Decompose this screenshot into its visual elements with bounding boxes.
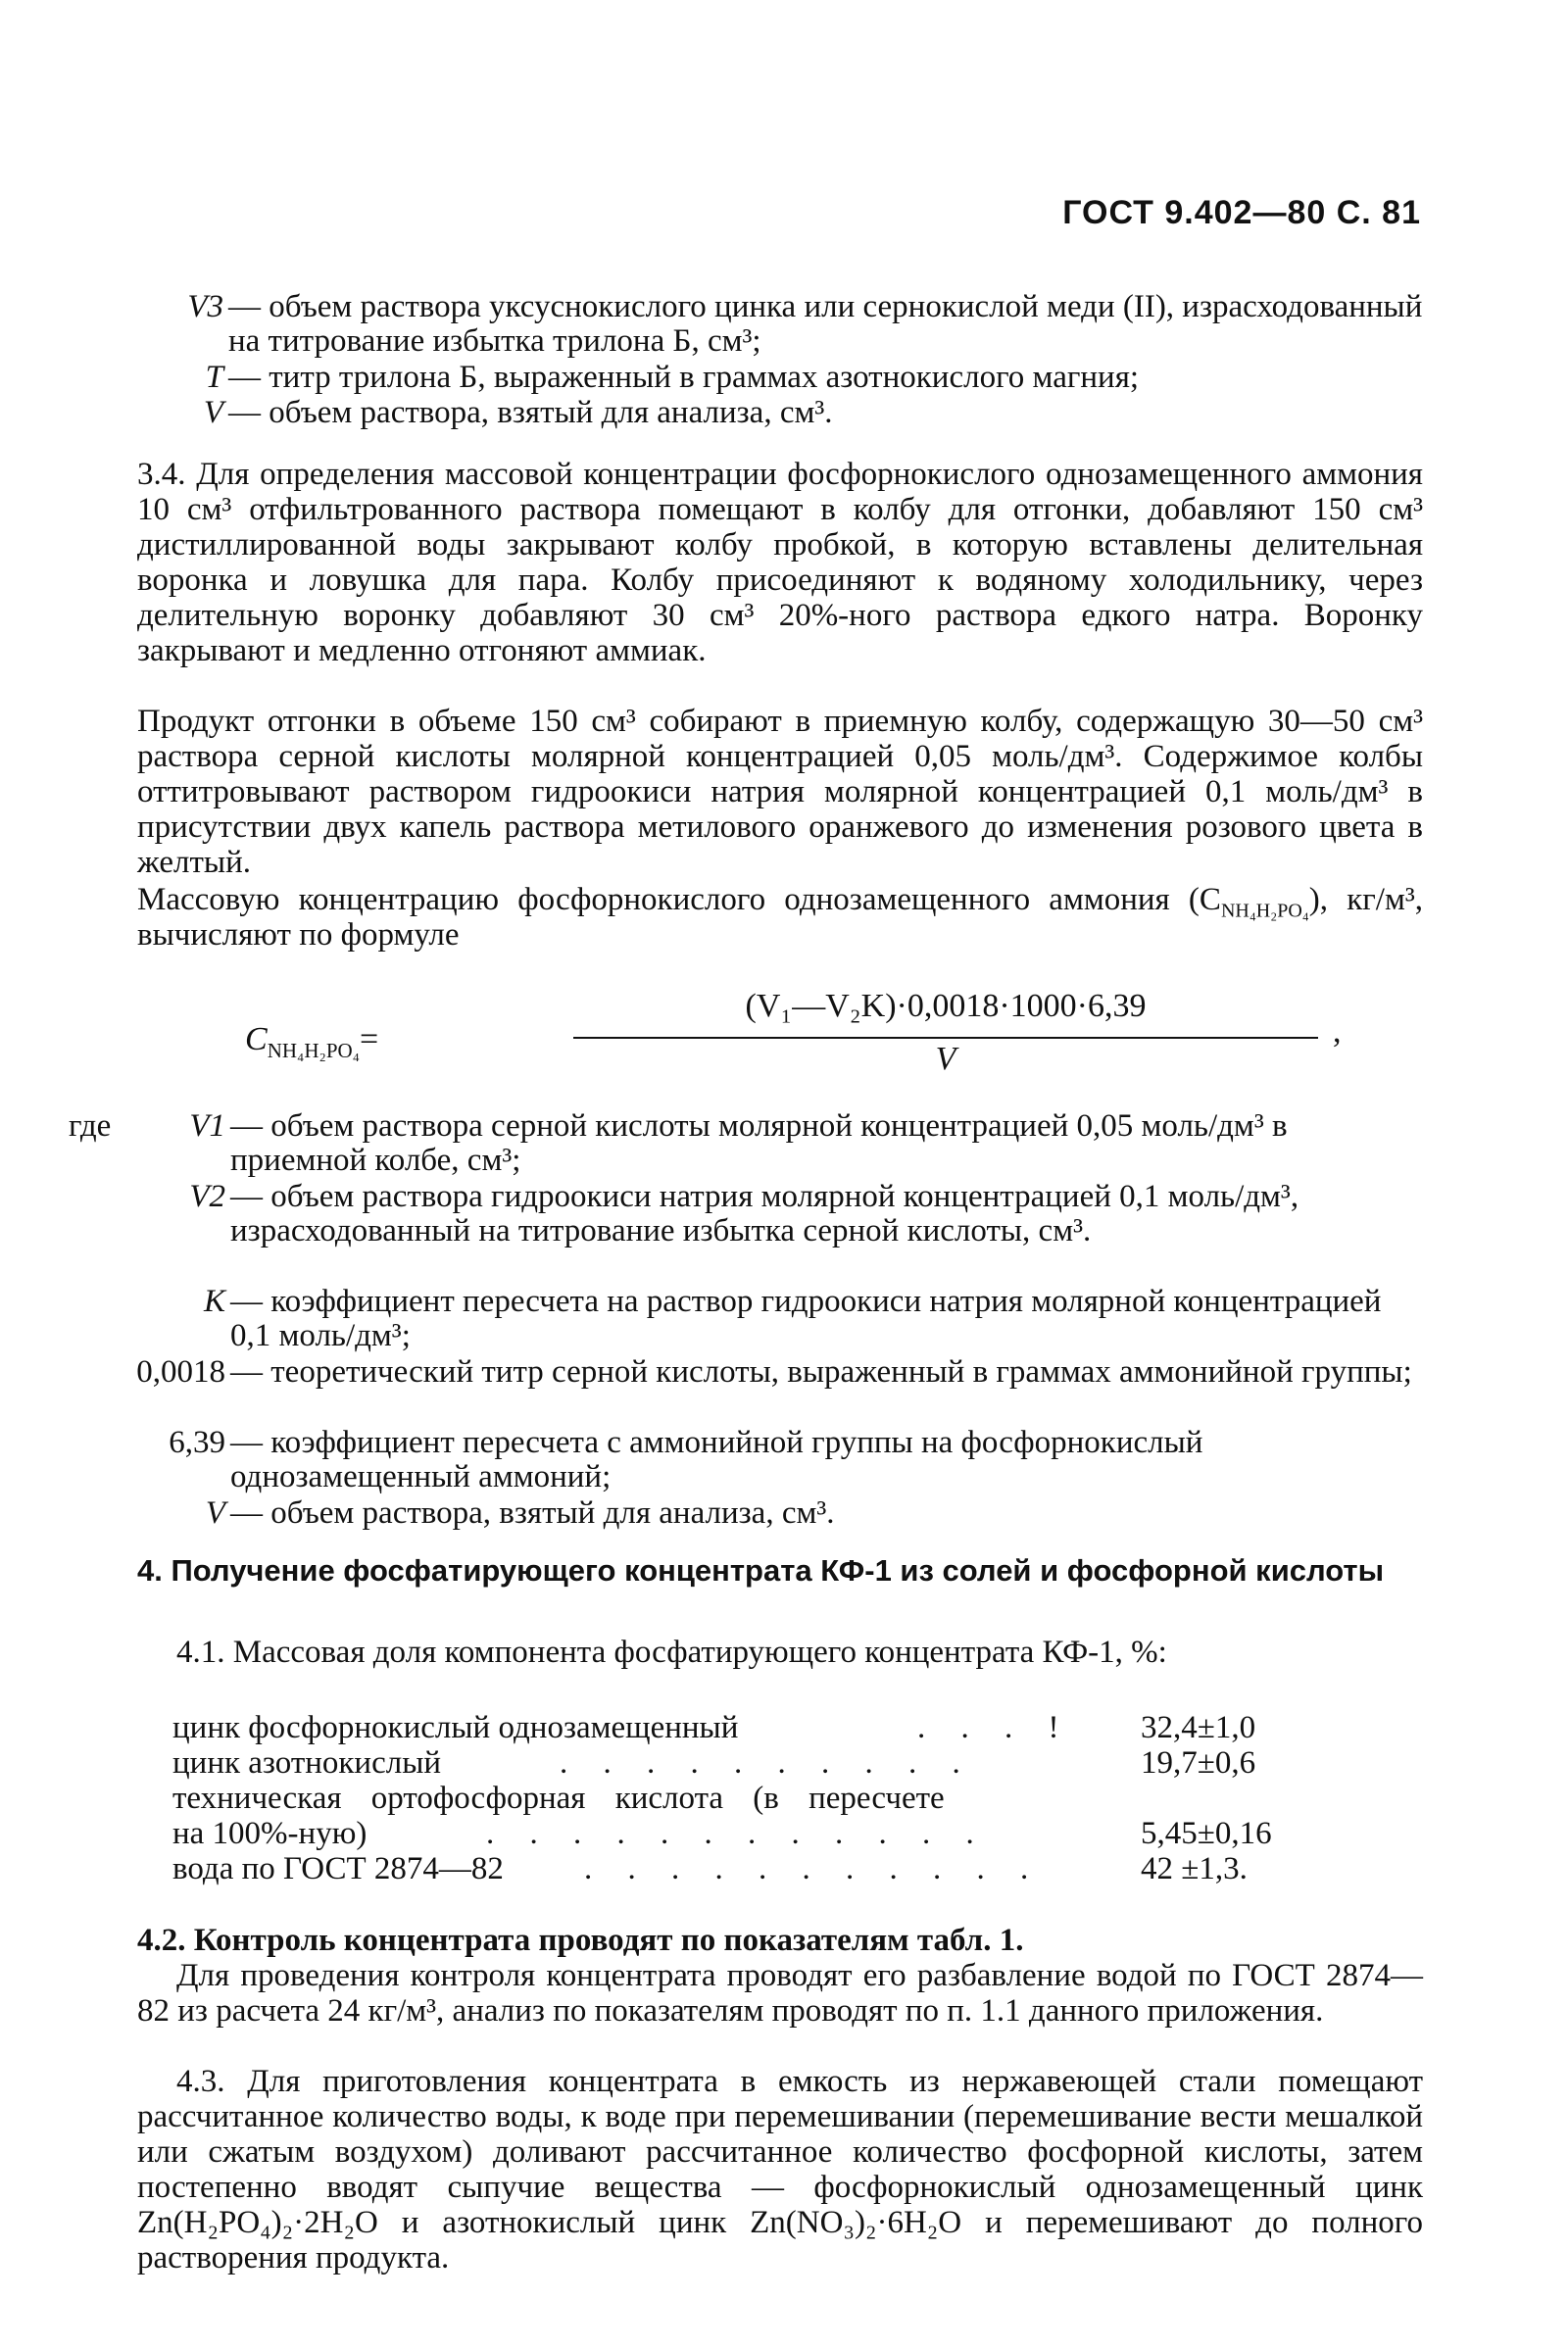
paragraph-3-4 xyxy=(137,457,1423,668)
legend-symbol: K xyxy=(203,1284,225,1319)
component-name: цинк азотнокислый xyxy=(172,1745,442,1781)
paragraph-4-3 xyxy=(137,2064,1423,2276)
component-value: 32,4±1,0 xyxy=(1141,1710,1256,1745)
paragraph-text-end: ), кг/м³, вычисляют по формуле xyxy=(137,882,1423,953)
legend-text: коэффициент пересчета на раствор гидроокиси натрия молярной концентрацией 0,1 моль/дм³; xyxy=(230,1284,1382,1353)
legend-symbol: V xyxy=(203,395,223,430)
paragraph-text: Продукт отгонки в объеме 150 см³ собирают в приемную колбу, содержащую 30—50 см³ раствора серной кислоты молярной концентрацией 0,05 моль/дм³. Содержимое колбы оттитровывают раствором гидроокиси натрия молярной концентрацией 0,1 моль/дм³ в присутствии двух капель раствора метилового оранжевого до изменения розового цвета в желтый. xyxy=(137,704,1423,880)
legend-top xyxy=(137,290,1423,431)
legend-symbol: T xyxy=(205,360,223,395)
legend-sep: — xyxy=(228,360,261,395)
formula-numerator: (V₁—V₂K)·0,0018·1000·6,39 xyxy=(745,988,1147,1024)
leader-dots: . . . . . . . . . . xyxy=(560,1745,974,1781)
formula-comma: , xyxy=(1333,1013,1342,1050)
paragraph-text: Массовую концентрацию фосфорнокислого однозамещенного аммония (C xyxy=(137,882,1221,917)
legend-sep: — xyxy=(230,1108,263,1144)
legend-item xyxy=(69,1285,1423,1355)
legend-text: теоретический титр серной кислоты, выраженный в граммах аммонийной группы; xyxy=(270,1354,1412,1390)
legend-text: объем раствора, взятый для анализа, см³. xyxy=(270,1495,835,1531)
legend-symbol: 0,0018 xyxy=(136,1354,225,1390)
legend-text: объем раствора серной кислоты молярной концентрацией 0,05 моль/дм³ в приемной колбе, см³; xyxy=(230,1108,1288,1178)
legend-symbol: V xyxy=(205,1495,225,1531)
section-4-title: 4. Получение фосфатирующего концентрата КФ-1 из солей и фосфорной кислоты xyxy=(137,1553,1385,1588)
legend-bottom xyxy=(69,1109,1423,1532)
component-name: цинк фосфорнокислый однозамещенный xyxy=(172,1710,739,1745)
formula-lhs: $C_{NH_4H_2PO_4}=$ xyxy=(245,1021,379,1062)
paragraph-product xyxy=(137,704,1423,880)
paragraph-4-1 xyxy=(137,1635,1423,1670)
legend-item xyxy=(69,1496,1423,1532)
legend-text: коэффициент пересчета с аммонийной группы на фосфорнокислый однозамещенный аммоний; xyxy=(230,1425,1203,1494)
leader-dots: . . . . . . . . . . . xyxy=(584,1851,1043,1886)
legend-symbol: 6,39 xyxy=(169,1425,225,1460)
legend-item xyxy=(137,290,1423,361)
paragraph-text: 4.3. Для приготовления концентрата в емкость из нержавеющей стали помещают рассчитанное количество воды, к воде при перемешивании (перемешивание вести мешалкой или сжатым воздухом) доливают рассчитанное количество фосфорной кислоты, затем постепенно вводят сыпучие вещества — фосфорнокислый однозамещенный цинк Zn(H₂PO₄)₂·2H₂O и азотнокислый цинк Zn(NO₃)₂·6H₂O и перемешивают до полного растворения продукта. xyxy=(137,2064,1423,2276)
component-name: на 100%-ную) xyxy=(172,1816,368,1851)
paragraph-text: 4.1. Массовая доля компонента фосфатирующего концентрата КФ-1, %: xyxy=(176,1635,1167,1670)
legend-sep: — xyxy=(230,1495,263,1531)
legend-item xyxy=(69,1355,1423,1426)
paragraph-text: Для проведения контроля концентрата проводят его разбавление водой по ГОСТ 2874—82 из расчета 24 кг/м³, анализ по показателям проводят по п. 1.1 данного приложения. xyxy=(137,1958,1423,2029)
component-value: 5,45±0,16 xyxy=(1141,1816,1272,1851)
component-value: 19,7±0,6 xyxy=(1141,1745,1256,1781)
formula-lhs-subscript: NH₄H₂PO₄ xyxy=(267,1038,360,1062)
legend-item xyxy=(137,396,1423,431)
component-name: техническая ортофосфорная кислота (в пересчете xyxy=(172,1781,945,1816)
legend-text: титр трилона Б, выраженный в граммах азотнокислого магния; xyxy=(269,360,1140,395)
fraction-bar xyxy=(573,1037,1318,1039)
paragraph-4-2-title: 4.2. Контроль концентрата проводят по показателям табл. 1. xyxy=(137,1923,1024,1958)
formula-denominator: V xyxy=(935,1041,956,1077)
formula xyxy=(216,988,1342,1096)
formula-subscript: NH₄H₂PO₄ xyxy=(1220,900,1309,922)
legend-symbol: V1 xyxy=(189,1108,225,1144)
paragraph-mass-concentration xyxy=(137,882,1423,953)
component-value: 42 ±1,3. xyxy=(1141,1851,1248,1886)
legend-text: объем раствора, взятый для анализа, см³. xyxy=(269,395,833,430)
legend-text: объем раствора гидроокиси натрия молярной концентрацией 0,1 моль/дм³, израсходованный на титрование избытка серной кислоты, см³. xyxy=(230,1179,1299,1248)
paragraph-4-2 xyxy=(137,1923,1423,2029)
paragraph-text: 3.4. Для определения массовой концентрации фосфорнокислого однозамещенного аммония 10 см³ отфильтрованного раствора помещают в колбу для отгонки, добавляют 150 см³ дистиллированной воды закрывают колбу пробкой, в которую вставлены делительная воронка и ловушка для пара. Колбу присоединяют к водяному холодильнику, через делительную воронку добавляют 30 см³ 20%-ного раствора едкого натра. Воронку закрывают и медленно отгоняют аммиак. xyxy=(137,457,1423,668)
formula-equals: = xyxy=(360,1021,379,1057)
legend-item xyxy=(69,1109,1423,1180)
legend-symbol: V2 xyxy=(189,1179,225,1214)
legend-item xyxy=(69,1180,1423,1285)
legend-symbol: V3 xyxy=(187,289,223,324)
legend-sep: — xyxy=(228,289,261,324)
component-name: вода по ГОСТ 2874—82 xyxy=(172,1851,504,1886)
legend-sep: — xyxy=(230,1425,263,1460)
leader-dots: . . . ! xyxy=(917,1710,1073,1745)
legend-item xyxy=(69,1426,1423,1496)
where-label: где xyxy=(69,1108,112,1144)
page-header: ГОСТ 9.402—80 С. 81 xyxy=(1062,194,1421,231)
legend-text: объем раствора уксуснокислого цинка или сернокислой меди (II), израсходованный на титрование избытка трилона Б, см³; xyxy=(228,289,1423,359)
legend-sep: — xyxy=(230,1179,263,1214)
legend-sep: — xyxy=(230,1354,263,1390)
legend-item xyxy=(137,361,1423,396)
legend-sep: — xyxy=(230,1284,263,1319)
leader-dots: . . . . . . . . . . . . xyxy=(486,1816,988,1851)
legend-sep: — xyxy=(228,395,261,430)
